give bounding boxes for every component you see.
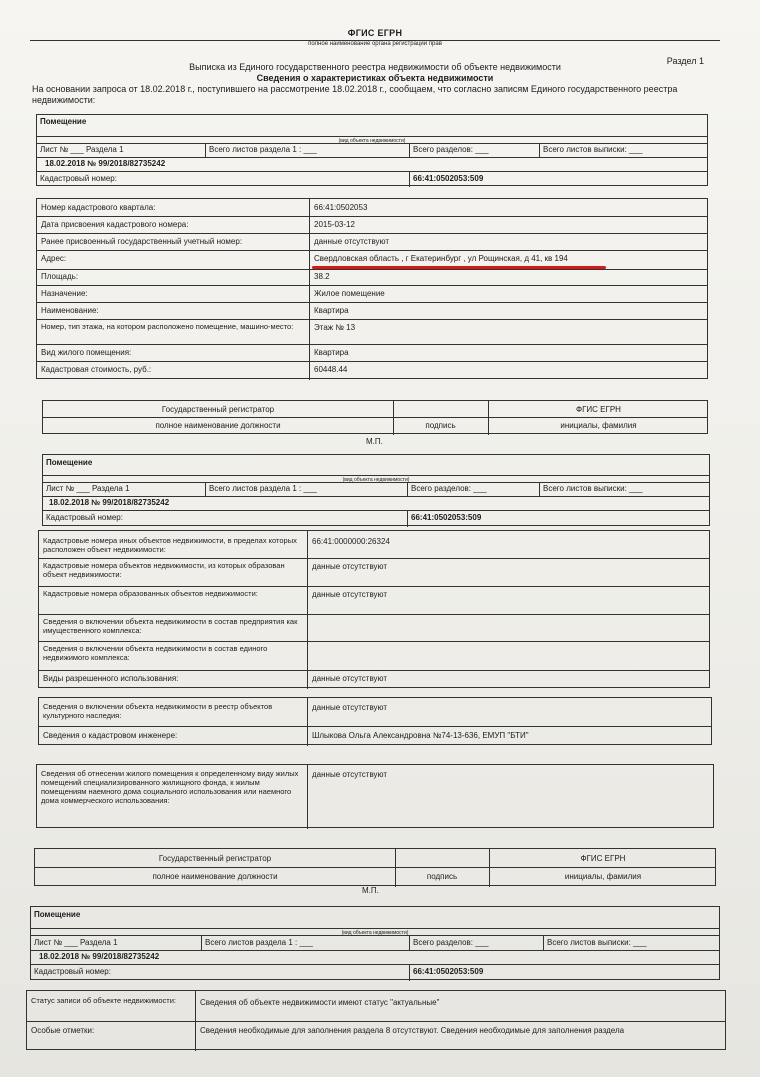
object-kind-caption: (вид объекта недвижимости) <box>342 477 410 483</box>
char-value: Квартира <box>314 348 349 357</box>
date-and-number: 18.02.2018 № 99/2018/82735242 <box>39 952 160 961</box>
char-value: 66:41:0502053 <box>314 203 368 212</box>
position-caption: полное наименование должности <box>155 421 281 430</box>
document-title: Выписка из Единого государственного реестра недвижимости об объекте недвижимости <box>189 62 561 72</box>
seal-mark: М.П. <box>366 437 383 446</box>
housing-value: данные отсутствуют <box>312 770 388 779</box>
heritage-table <box>38 697 712 745</box>
sheets-in-section: Всего листов раздела 1 : ___ <box>209 145 317 154</box>
cadastral-number: 66:41:0502053:509 <box>413 967 484 976</box>
registrar-name: ФГИС ЕГРН <box>576 405 621 414</box>
heritage-value: данные отсутствуют <box>312 703 388 712</box>
sheets-in-extract: Всего листов выписки: ___ <box>543 145 643 154</box>
block2-header-table <box>42 454 710 526</box>
detail-value: данные отсутствуют <box>312 590 388 599</box>
sheet-number: Лист № ___ Раздела 1 <box>40 145 124 154</box>
signature-caption: подпись <box>425 421 456 430</box>
detail-value: данные отсутствуют <box>312 562 388 571</box>
char-label: Ранее присвоенный государственный учетный номер: <box>41 237 243 246</box>
sheets-in-extract: Всего листов выписки: ___ <box>547 938 647 947</box>
sheet-number: Лист № ___ Раздела 1 <box>34 938 118 947</box>
housing-type-table <box>36 764 714 828</box>
housing-label: Сведения об отнесении жилого помещения к определенному виду жилых помещений специализированного жилищного фонда, к жилым помещениям наемного дома социального использования или наемного дома коммерческого использования: <box>41 769 299 805</box>
intro-paragraph: На основании запроса от 18.02.2018 г., поступившего на рассмотрение 18.02.2018 г., сообщаем, что согласно записям Единого государственного реестра недвижимости: <box>32 84 678 105</box>
engineer-label: Сведения о кадастровом инженере: <box>43 731 178 740</box>
date-and-number: 18.02.2018 № 99/2018/82735242 <box>45 159 166 168</box>
detail-label: Виды разрешенного использования: <box>43 674 179 683</box>
registrar-position: Государственный регистратор <box>161 405 275 414</box>
sections-total: Всего разделов: ___ <box>413 145 489 154</box>
cadastral-label: Кадастровый номер: <box>40 174 117 183</box>
char-label: Назначение: <box>41 289 88 298</box>
detail-label: Кадастровые номера объектов недвижимости, из которых образован объект недвижимости: <box>43 561 285 579</box>
object-kind-caption: (вид объекта недвижимости) <box>341 930 409 936</box>
char-value: Жилое помещение <box>314 289 385 298</box>
registrar-position: Государственный регистратор <box>158 854 272 863</box>
detail-label: Сведения о включении объекта недвижимости в состав предприятия как имущественного комплекса: <box>43 617 298 635</box>
sections-total: Всего разделов: ___ <box>413 938 489 947</box>
object-kind: Помещение <box>34 910 81 919</box>
status-label: Статус записи об объекте недвижимости: <box>31 996 176 1005</box>
detail-value: 66:41:0000000:26324 <box>312 537 390 546</box>
block3-header-table <box>30 906 720 980</box>
char-label: Дата присвоения кадастрового номера: <box>41 220 189 229</box>
cadastral-label: Кадастровый номер: <box>34 967 111 976</box>
registrar-name: ФГИС ЕГРН <box>580 854 626 863</box>
seal-mark: М.П. <box>362 886 379 895</box>
signature-table-2 <box>34 848 716 886</box>
date-and-number: 18.02.2018 № 99/2018/82735242 <box>49 498 170 507</box>
detail-value: данные отсутствуют <box>312 674 388 683</box>
org-name: ФГИС ЕГРН <box>347 28 403 38</box>
detail-label: Сведения о включении объекта недвижимости в состав единого недвижимого комплекса: <box>43 644 268 662</box>
char-label: Номер, тип этажа, на котором расположено помещение, машино-место: <box>41 322 294 331</box>
heritage-label: Сведения о включении объекта недвижимости в реестр объектов культурного наследия: <box>43 702 273 720</box>
position-caption: полное наименование должности <box>152 872 278 881</box>
char-label: Кадастровая стоимость, руб.: <box>41 365 152 374</box>
special-marks-value: Сведения необходимые для заполнения раздела 8 отсутствуют. Сведения необходимые для заполнения раздела <box>200 1026 625 1035</box>
block1-header-table <box>36 114 708 186</box>
char-label: Наименование: <box>41 306 99 315</box>
status-table <box>26 990 726 1050</box>
sheets-in-extract: Всего листов выписки: ___ <box>543 484 643 493</box>
section-label: Раздел 1 <box>666 56 704 66</box>
cadastral-number: 66:41:0502053:509 <box>411 513 482 522</box>
object-kind: Помещение <box>46 458 93 467</box>
characteristics-table <box>36 198 708 379</box>
cadastral-label: Кадастровый номер: <box>46 513 123 522</box>
document-subtitle: Сведения о характеристиках объекта недвижимости <box>256 73 494 83</box>
org-name-caption: полное наименование органа регистрации прав <box>308 41 442 47</box>
object-kind: Помещение <box>40 117 87 126</box>
details-table <box>38 530 710 688</box>
signature-table-1 <box>42 400 708 434</box>
object-kind-caption: (вид объекта недвижимости) <box>338 138 406 144</box>
name-caption: инициалы, фамилия <box>564 872 642 881</box>
cadastral-number: 66:41:0502053:509 <box>413 174 484 183</box>
sections-total: Всего разделов: ___ <box>411 484 487 493</box>
address-value: Свердловская область , г Екатеринбург , ул Рощинская, д 41, кв 194 <box>314 254 568 263</box>
special-marks-label: Особые отметки: <box>31 1026 95 1035</box>
status-value: Сведения об объекте недвижимости имеют статус "актуальные" <box>200 998 440 1007</box>
sheets-in-section: Всего листов раздела 1 : ___ <box>209 484 317 493</box>
address-red-underline <box>312 266 606 269</box>
detail-label: Кадастровые номера образованных объектов недвижимости: <box>43 589 258 598</box>
sheets-in-section: Всего листов раздела 1 : ___ <box>205 938 313 947</box>
engineer-value: Шлыкова Ольга Александровна №74-13-636, ЕМУП "БТИ" <box>312 731 529 740</box>
detail-label: Кадастровые номера иных объектов недвижимости, в пределах которых расположен объект недвижимости: <box>43 536 297 554</box>
char-value: Этаж № 13 <box>314 323 356 332</box>
char-value: 38.2 <box>314 272 330 281</box>
char-label: Номер кадастрового квартала: <box>41 203 156 212</box>
char-value: 2015-03-12 <box>314 220 355 229</box>
char-label: Вид жилого помещения: <box>41 348 132 357</box>
sheet-number: Лист № ___ Раздела 1 <box>46 484 130 493</box>
char-label: Площадь: <box>41 272 79 281</box>
char-value: Квартира <box>314 306 349 315</box>
char-value: 60448.44 <box>314 365 348 374</box>
signature-caption: подпись <box>426 872 458 881</box>
name-caption: инициалы, фамилия <box>560 421 637 430</box>
char-value: данные отсутствуют <box>314 237 390 246</box>
char-label: Адрес: <box>41 254 67 263</box>
